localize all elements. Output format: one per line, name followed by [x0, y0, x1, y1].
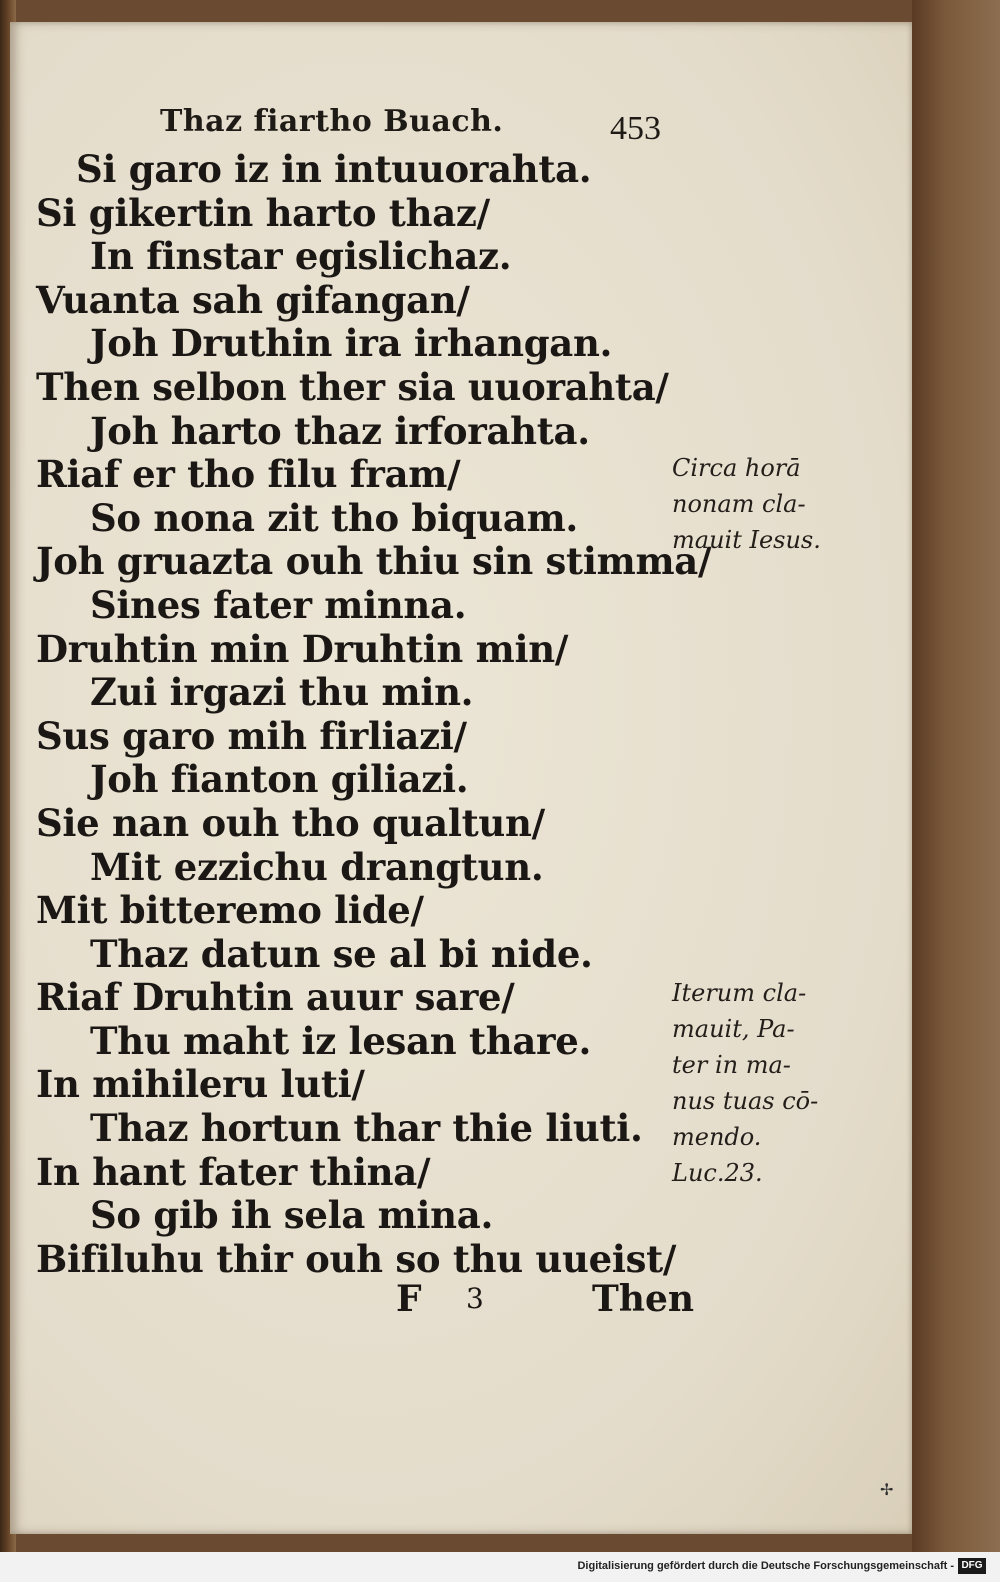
margin-note-iterum-clamauit — [672, 975, 852, 1191]
verse-line: Sie nan ouh tho qualtun/ — [36, 800, 545, 845]
verse-line: In mihileru luti/ — [36, 1062, 365, 1107]
dfg-logo: DFG — [958, 1558, 986, 1574]
verse-line: Sus garo mih firliazi/ — [36, 713, 467, 758]
verse-line: Thaz hortun thar thie liuti. — [90, 1106, 643, 1151]
verse-text — [36, 147, 712, 1281]
margin-note-line: Luc.23. — [672, 1159, 763, 1187]
signature-number: 3 — [466, 1282, 484, 1315]
verse-line: Joh fianton giliazi. — [90, 757, 469, 802]
verse-line: Thu maht iz lesan thare. — [90, 1018, 592, 1063]
verse-line: Zui irgazi thu min. — [90, 670, 474, 715]
page-footer — [396, 1278, 696, 1328]
verse-line: Joh Druthin ira irhangan. — [90, 321, 613, 366]
verse-line: In hant fater thina/ — [36, 1149, 431, 1194]
margin-note-line: nus tuas cō- — [672, 1087, 819, 1115]
verse-line: So nona zit tho biquam. — [90, 495, 579, 540]
verse-line: Sines fater minna. — [90, 582, 467, 627]
margin-note-line: nonam cla- — [672, 490, 806, 518]
verse-line: So gib ih sela mina. — [90, 1193, 494, 1238]
verse-line: Thaz datun se al bi nide. — [90, 931, 593, 976]
margin-note-line: Iterum cla- — [672, 979, 807, 1007]
verse-line: Mit ezzichu drangtun. — [90, 844, 544, 889]
verse-line: Riaf er tho filu fram/ — [36, 452, 461, 497]
verse-line: Joh harto thaz irforahta. — [90, 408, 590, 453]
running-title: Thaz fiartho Buach. — [160, 104, 504, 139]
margin-note-line: Circa horā — [672, 454, 801, 482]
verse-line: Riaf Druhtin auur sare/ — [36, 975, 515, 1020]
margin-note-line: mauit, Pa- — [672, 1015, 795, 1043]
funding-bar — [0, 1552, 1000, 1582]
catchword: Then — [592, 1278, 695, 1320]
verse-line: Druhtin min Druhtin min/ — [36, 626, 569, 671]
signature-mark: F — [396, 1278, 422, 1320]
verse-line: Mit bitteremo lide/ — [36, 888, 424, 933]
verse-line: Bifiluhu thir ouh so thu uueist/ — [36, 1236, 677, 1281]
verse-line: In finstar egislichaz. — [90, 234, 512, 279]
verse-line: Vuanta sah gifangan/ — [36, 277, 470, 322]
verse-line: Si gikertin harto thaz/ — [36, 190, 490, 235]
verse-line: Then selbon ther sia uuorahta/ — [36, 364, 669, 409]
book-cover-edge — [912, 0, 1000, 1552]
funding-credit: Digitalisierung gefördert durch die Deutsche Forschungsgemeinschaft - — [577, 1560, 954, 1572]
margin-note-line: mauit Iesus. — [672, 526, 821, 554]
margin-note-circa-horam — [672, 450, 852, 558]
ornament-icon: ✢ — [880, 1480, 894, 1499]
verse-line: Joh gruazta ouh thiu sin stimma/ — [36, 539, 712, 584]
margin-note-line: ter in ma- — [672, 1051, 791, 1079]
margin-note-line: mendo. — [672, 1123, 762, 1151]
verse-line: Si garo iz in intuuorahta. — [76, 147, 592, 191]
page-number: 453 — [610, 110, 661, 147]
